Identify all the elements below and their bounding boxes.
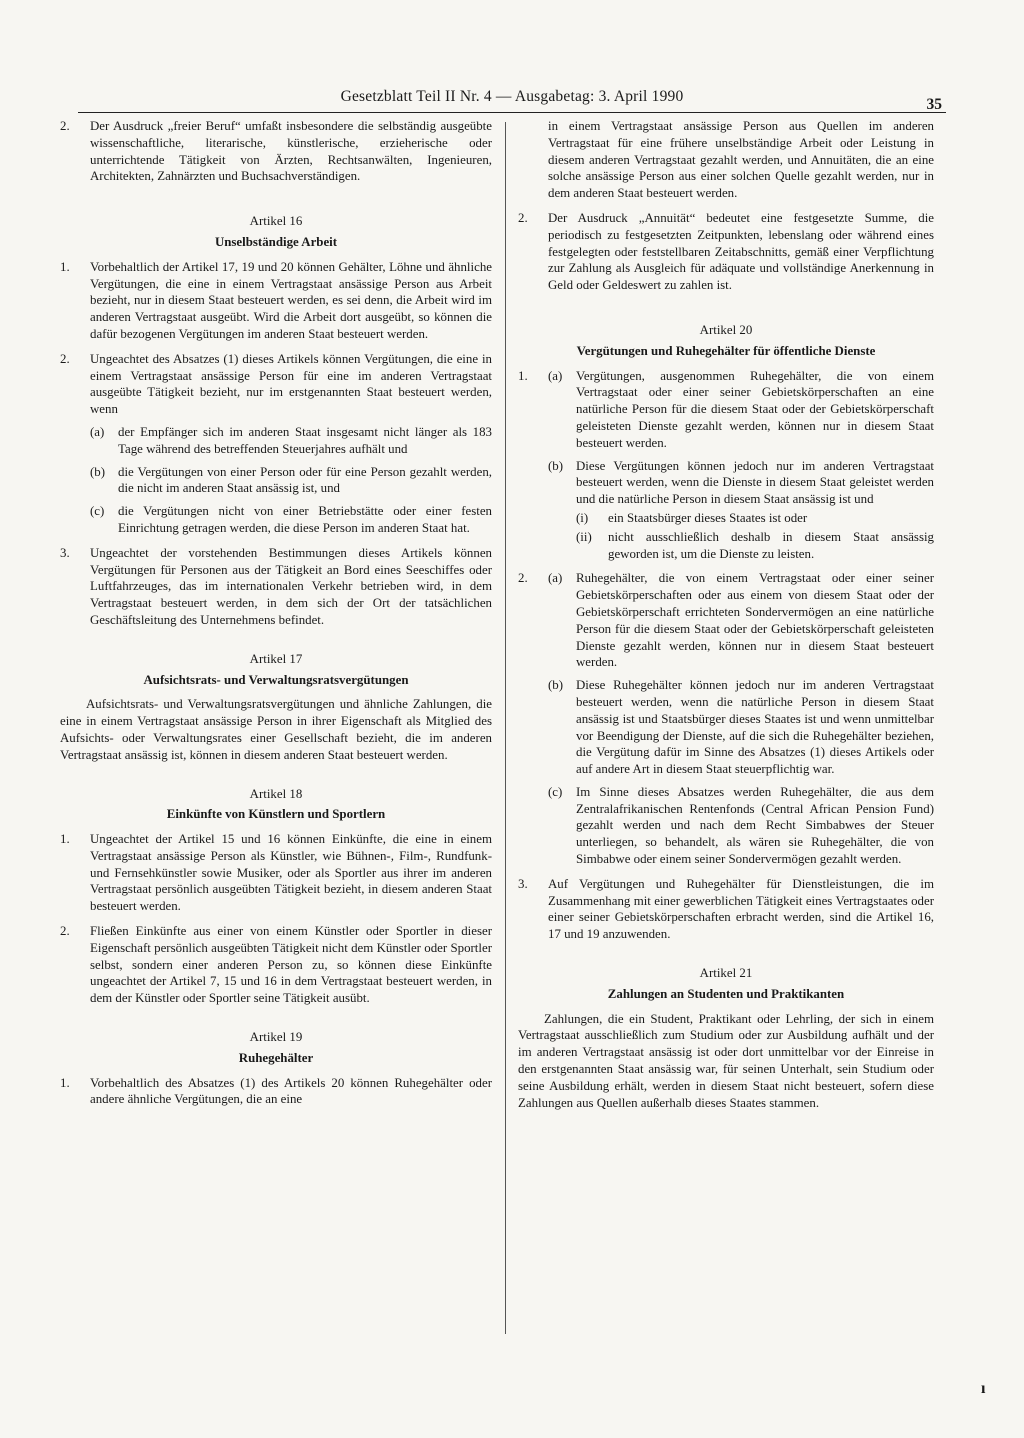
article-19-title: Artikel 19 [249, 1030, 303, 1045]
subparagraph-text: Im Sinne dieses Absatzes werden Ruhegehälter, die aus dem Zentralafrikanischen Rentenfonds (Central African Pension Fund) gezahlt werden und nach dem Recht Simbabwes der Steuer unterliegen, so behandelt, als wären sie Ruhegehälter, die von Simbabwe oder einem seiner Sondervermögen gezahlt werden. [576, 784, 934, 867]
article-19-heading: Ruhegehälter [238, 1050, 314, 1065]
art16-paragraph-1 [60, 259, 492, 343]
art18-paragraph-2 [60, 923, 492, 1007]
subparagraph-text: Ruhegehälter, die von einem Vertragstaat oder einer seiner Gebietskörperschaften oder aus einem von diesem Staat oder der Gebietskörperschaft errichteten Sondervermögen an eine natürliche Person für die diesem Staat oder der Gebietskörperschaft geleisteten Dienste gezahlt werden, können nur in diesem Staat besteuert werden. [576, 571, 934, 670]
article-18-heading: Einkünfte von Künstlern und Sportlern [166, 807, 386, 822]
left-column [60, 118, 492, 1116]
art16-paragraph-3 [60, 545, 492, 629]
article-20-title: Artikel 20 [699, 322, 753, 337]
art20-1b-item-i [576, 510, 934, 527]
paragraph-number: 2. [60, 119, 70, 133]
paragraph-number: 2. [518, 210, 528, 225]
art20-1-subparagraph-a [548, 368, 934, 452]
subparagraph-label: (a) [548, 571, 563, 586]
art19-paragraph-1-continued [518, 118, 934, 202]
paragraph-text: Ungeachtet der vorstehenden Bestimmungen dieses Artikels können Vergütungen für Personen aus der Tätigkeit an Bord eines Seeschiffes oder Luftfahrzeuges, das im internationalen Verkehr betrieben wird, in dem Vertragstaat besteuert werden, in dem sich der Ort der tatsächlichen Geschäftsleitung des Unternehmens befindet. [90, 545, 492, 627]
paragraph-text: Ungeachtet des Absatzes (1) dieses Artikels können Vergütungen, die eine in einem Vertragstaat ansässige Person für eine im anderen Vertragstaat ausgeübte Tätigkeit bezieht, nur im erstgenannten Staat besteuert werden, wenn [90, 351, 492, 417]
paragraph-number: 1. [60, 259, 70, 274]
subparagraph-label: (a) [548, 368, 563, 383]
page-number: 35 [926, 96, 942, 113]
subparagraph-label: (b) [548, 678, 564, 693]
item-text: ein Staatsbürger dieses Staates ist oder [608, 510, 808, 525]
subparagraph-label: (c) [548, 784, 563, 799]
item-label: (ii) [576, 529, 592, 544]
art20-1-subparagraph-b [548, 458, 934, 563]
art19-paragraph-1 [60, 1075, 492, 1109]
right-column [518, 118, 934, 1119]
paragraph-number: 1. [60, 832, 70, 847]
subparagraph-text: Vergütungen, ausgenommen Ruhegehälter, die von einem Vertragstaat oder einer seiner Gebietskörperschaften an eine natürliche Person für die diesem Staat oder der Gebietskörperschaft geleisteten Dienste gezahlt werden, können nur in diesem Staat besteuert werden. [576, 368, 934, 450]
paragraph-number: 1. [518, 368, 528, 383]
article-21-title: Artikel 21 [699, 966, 753, 981]
subparagraph-label: (c) [90, 504, 105, 519]
art20-2-subparagraph-a [548, 570, 934, 671]
art16-subparagraph-c [90, 503, 492, 537]
margin-mark: ı [981, 1380, 986, 1397]
subparagraph-text: der Empfänger sich im anderen Staat insgesamt nicht länger als 183 Tage während des betreffenden Steuerjahres aufhält und [118, 424, 492, 456]
item-text: nicht ausschließlich deshalb in diesem Staat ansässig geworden ist, um die Dienste zu leisten. [608, 529, 934, 561]
article-16-title: Artikel 16 [249, 214, 303, 229]
paragraph-text: Ungeachtet der Artikel 15 und 16 können Einkünfte, die eine in einem Vertragstaat ansässige Person als Künstler, wie Bühnen-, Film-, Rundfunk- und Fernsehkünstler sowie Musiker, oder als Sportler aus ihrer im anderen Vertragstaat persönlich ausgeübten Tätigkeit bezieht, in diesem anderen Staat besteuert werden. [90, 832, 492, 914]
art16-subparagraph-b [90, 464, 492, 498]
item-label: (i) [576, 510, 589, 525]
art21-text: Zahlungen, die ein Student, Praktikant oder Lehrling, der sich in einem Vertragstaat ausschließlich zum Studium oder zur Ausbildung aufhält und der im anderen Vertragstaat ansässig ist oder dort unmittelbar vor der Einreise in den erstgenannten Staat ansässig war, für seinen Unterhalt, sein Studium oder seine Ausbildung erhält, werden in diesem Staat nicht besteuert, sofern diese Zahlungen aus Quellen außerhalb dieses Staates stammen. [518, 1011, 934, 1110]
paragraph-number: 2. [60, 351, 70, 366]
paragraph-number: 1. [60, 1075, 70, 1090]
article-18-title: Artikel 18 [249, 786, 303, 801]
subparagraph-text: Diese Ruhegehälter können jedoch nur im anderen Vertragstaat besteuert werden, wenn die natürliche Person in diesem Staat ansässig ist und Staatsbürger dieses Staates ist und wenn unmittelbar vor Beendigung der Dienste, auf die sich die Ruhegehälter beziehen, die Vergütung dafür im Sinne des Absatzes (1) dieses Artikels oder auf andere Art in diesem Staat steuerpflichtig war. [576, 678, 934, 777]
subparagraph-label: (a) [90, 424, 105, 439]
subparagraph-text: die Vergütungen nicht von einer Betriebstätte oder einer festen Einrichtung getragen werden, die diese Person im anderen Staat hat. [118, 504, 492, 535]
art20-paragraph-1 [518, 368, 934, 563]
paragraph-number: 3. [60, 545, 70, 560]
paragraph-text: Auf Vergütungen und Ruhegehälter für Dienstleistungen, die im Zusammenhang mit einer gewerblichen Tätigkeit eines Vertragstaates oder einer seiner Gebietskörperschaften erbracht werden, sind die Artikel 16, 17 und 19 anzuwenden. [548, 876, 934, 942]
paragraph-text: Der Ausdruck „Annuität“ bedeutet eine festgesetzte Summe, die periodisch zu festgesetzten Zeitpunkten, lebenslang oder während eines festgelegten oder feststellbaren Zeitabschnitts, gemäß einer Verpflichtung zur Zahlung als Ausgleich für adäquate und vollständige Anerkennung in Geld oder Geldeswert zu zahlen ist. [548, 210, 934, 293]
art20-paragraph-2 [518, 570, 934, 868]
art15-paragraph-2 [60, 118, 492, 185]
paragraph-text: in einem Vertragstaat ansässige Person aus Quellen im anderen Vertragstaat für eine frühere unselbständige Arbeit oder Leistung in diesem anderen Vertragstaat gezahlt werden, und Annuitäten, die an eine solche ansässige Person aus einer solchen Quelle gezahlt werden, nur in dem anderen Staat besteuert werden. [548, 119, 934, 201]
paragraph-text: Vorbehaltlich der Artikel 17, 19 und 20 können Gehälter, Löhne und ähnliche Vergütungen, die eine in einem Vertragstaat ansässige Person aus Arbeit bezieht, nur in diesem Staat besteuert werden, es sei denn, die Arbeit wird im anderen Vertragstaat ausgeübt. Wird die Arbeit dort ausgeübt, so können die dafür bezogenen Vergütungen im anderen Staat besteuert werden. [90, 259, 492, 341]
subparagraph-label: (b) [90, 464, 106, 479]
article-17-title: Artikel 17 [249, 651, 303, 666]
art19-paragraph-2 [518, 210, 934, 294]
paragraph-number: 2. [518, 571, 528, 586]
art16-paragraph-2 [60, 351, 492, 537]
article-16-heading: Unselbständige Arbeit [214, 234, 338, 249]
art17-text: Aufsichtsrats- und Verwaltungsratsvergütungen und ähnliche Zahlungen, die eine in einem Vertragstaat ansässige Person in ihrer Eigenschaft als Mitglied des Aufsichts- oder Verwaltungsrates einer Gesellschaft bezieht, die im anderen Vertragstaat ansässig ist, können in diesem anderen Staat besteuert werden. [60, 697, 492, 762]
paragraph-number: 3. [518, 876, 528, 891]
art20-1b-item-ii [576, 529, 934, 563]
art16-subparagraph-a [90, 424, 492, 458]
art20-2-subparagraph-b [548, 677, 934, 778]
paragraph-text: Der Ausdruck „freier Beruf“ umfaßt insbesondere die selbständig ausgeübte wissenschaftliche, literarische, künstlerische, erzieherische oder unterrichtende Tätigkeit von Ärzten, Rechtsanwälten, Ingenieuren, Architekten, Zahnärzten und Buchsachverständigen. [90, 119, 492, 184]
header-title: Gesetzblatt Teil II Nr. 4 — Ausgabetag: 3. April 1990 [340, 88, 684, 105]
art18-paragraph-1 [60, 831, 492, 915]
column-divider [505, 122, 506, 1334]
article-17-heading: Aufsichtsrats- und Verwaltungsratsvergütungen [143, 672, 409, 687]
page-header [78, 86, 946, 113]
art20-2-subparagraph-c [548, 784, 934, 868]
subparagraph-text: die Vergütungen von einer Person oder für eine Person gezahlt werden, die nicht im anderen Staat ansässig ist, und [118, 464, 492, 496]
art20-paragraph-3 [518, 876, 934, 943]
paragraph-text: Vorbehaltlich des Absatzes (1) des Artikels 20 können Ruhegehälter oder andere ähnliche Vergütungen, die an eine [90, 1075, 492, 1107]
article-21-heading: Zahlungen an Studenten und Praktikanten [607, 986, 845, 1001]
subparagraph-label: (b) [548, 458, 564, 473]
paragraph-text: Fließen Einkünfte aus einer von einem Künstler oder Sportler in dieser Eigenschaft persönlich ausgeübten Tätigkeit nicht dem Künstler oder Sportler selbst, sondern einer anderen Person zu, so können diese Einkünfte ungeachtet der Artikel 7, 15 und 16 in dem Vertragstaat besteuert werden, in dem der Künstler oder Sportler seine Tätigkeit ausübt. [90, 924, 492, 1006]
paragraph-number: 2. [60, 924, 70, 939]
article-20-heading: Vergütungen und Ruhegehälter für öffentliche Dienste [576, 343, 876, 358]
subparagraph-text: Diese Vergütungen können jedoch nur im anderen Vertragstaat besteuert werden, wenn die Dienste in diesem Staat geleistet werden und die natürliche Person in diesem Staat ansässig ist und [576, 458, 934, 507]
